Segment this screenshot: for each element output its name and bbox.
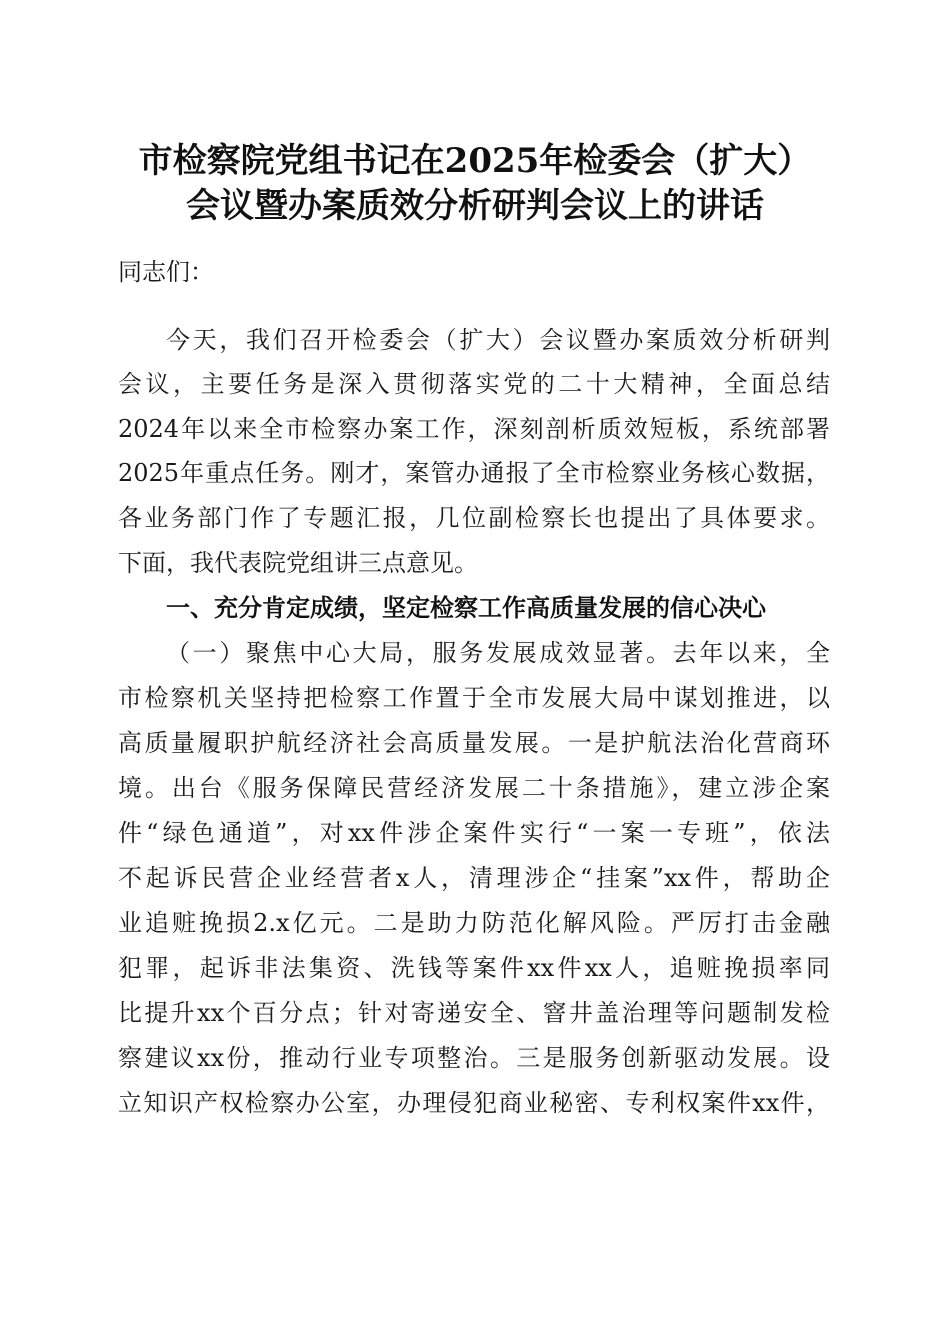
- paragraph-line: （一）聚焦中心大局，服务发展成效显著。去年以来，全: [166, 639, 830, 667]
- salutation: 同志们：: [118, 258, 214, 286]
- paragraph-line: 业追赃挽损2.x亿元。二是助力防范化解风险。严厉打击金融: [118, 909, 830, 937]
- paragraph-line: 察建议xx份，推动行业专项整治。三是服务创新驱动发展。设: [118, 1044, 830, 1072]
- paragraph-line: 件“绿色通道”，对xx件涉企案件实行“一案一专班”，依法: [118, 819, 830, 847]
- paragraph-line: 高质量履职护航经济社会高质量发展。一是护航法治化营商环: [118, 729, 830, 757]
- paragraph-line: 市检察机关坚持把检察工作置于全市发展大局中谋划推进，以: [118, 684, 830, 712]
- paragraph-line: 比提升xx个百分点；针对寄递安全、窨井盖治理等问题制发检: [118, 999, 830, 1027]
- paragraph-line: 2025年重点任务。刚才，案管办通报了全市检察业务核心数据，: [118, 459, 830, 487]
- paragraph-line: 不起诉民营企业经营者x人，清理涉企“挂案”xx件，帮助企: [118, 864, 830, 892]
- paragraph-line: 2024年以来全市检察办案工作，深刻剖析质效短板，系统部署: [118, 415, 830, 443]
- paragraph-line: 犯罪，起诉非法集资、洗钱等案件xx件xx人，追赃挽损率同: [118, 954, 830, 982]
- document-title-line-2: 会议暨办案质效分析研判会议上的讲话: [186, 186, 764, 226]
- section-heading: 一、充分肯定成绩，坚定检察工作高质量发展的信心决心: [166, 594, 766, 622]
- paragraph-line: 会议，主要任务是深入贯彻落实党的二十大精神，全面总结: [118, 370, 830, 398]
- paragraph-line: 今天，我们召开检委会（扩大）会议暨办案质效分析研判: [166, 326, 830, 354]
- paragraph-line: 境。出台《服务保障民营经济发展二十条措施》，建立涉企案: [118, 774, 830, 802]
- document-title-line-1: 市检察院党组书记在2025年检委会（扩大）: [138, 141, 812, 181]
- paragraph-line: 下面，我代表院党组讲三点意见。: [118, 549, 478, 577]
- paragraph-line: 立知识产权检察办公室，办理侵犯商业秘密、专利权案件xx件，: [118, 1089, 830, 1117]
- paragraph-line: 各业务部门作了专题汇报，几位副检察长也提出了具体要求。: [118, 504, 830, 532]
